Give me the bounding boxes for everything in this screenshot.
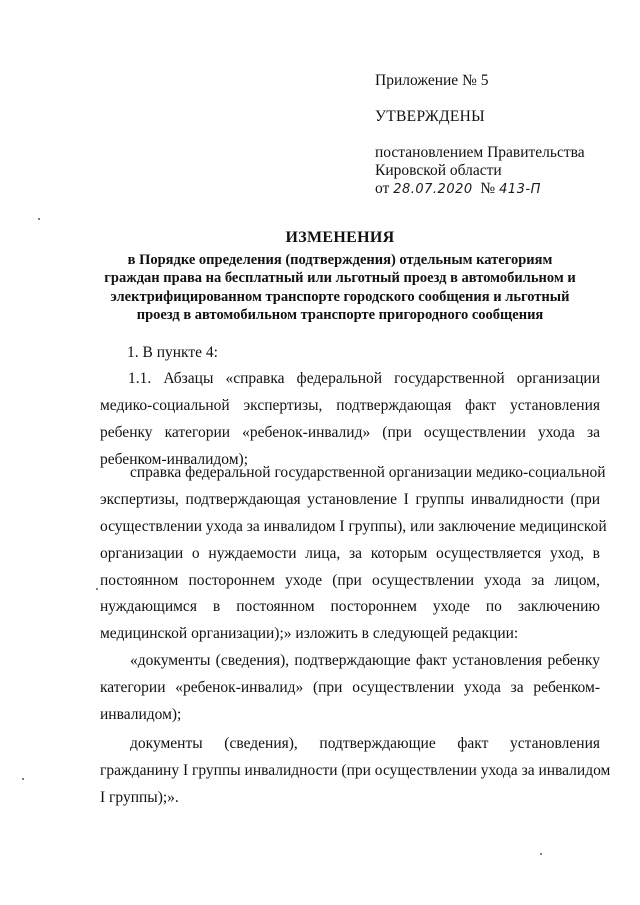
- text-line: осуществлении ухода за инвалидом I группы), или заключение медицинской: [100, 517, 607, 535]
- text-line: ребенком-инвалидом);: [100, 450, 249, 468]
- text-line: ребенку категории «ребенок-инвалид» (при осуществлении ухода за: [100, 423, 600, 441]
- text-line: медицинской организации);» изложить в следующей редакции:: [100, 625, 519, 643]
- paragraph-new-2: [100, 731, 611, 812]
- text-line: справка федеральной государственной организации медико-социальной: [130, 464, 606, 481]
- subtitle-line: в Порядке определения (подтверждения) отдельным категориям: [127, 252, 553, 268]
- text-line: категории «ребенок-инвалид» (при осуществлении ухода за ребенком-: [100, 678, 600, 696]
- appendix-number: Приложение № 5: [375, 72, 489, 89]
- scan-speck: [540, 853, 542, 855]
- document-title: ИЗМЕНЕНИЯ: [285, 229, 395, 246]
- paragraph-quoted-old: [100, 460, 607, 648]
- scan-speck: [38, 218, 40, 220]
- text-line: организации о нуждаемости лица, за которым осуществляется уход, в: [100, 544, 600, 562]
- text-line: медико-социальной экспертизы, подтверждающая факт установления: [100, 396, 600, 414]
- text-line: нуждающимся в постоянном постороннем уходе по заключению: [100, 598, 600, 616]
- decree-prefix: от: [375, 180, 390, 197]
- text-line: экспертизы, подтверждающая установление I группы инвалидности (при: [100, 490, 600, 508]
- text-line: I группы);».: [100, 788, 179, 806]
- text-line: постоянном постороннем уходе (при осуществлении ухода за лицом,: [100, 571, 600, 589]
- issuer-line-2: Кировской области: [375, 162, 502, 179]
- decree-date: 28.07.2020: [393, 182, 473, 197]
- subtitle-line: граждан права на бесплатный или льготный проезд в автомобильном и: [104, 270, 576, 287]
- decree-number: 413-П: [499, 182, 541, 197]
- subtitle-line: проезд в автомобильном транспорте пригородного сообщения: [136, 307, 544, 324]
- scan-speck: [22, 778, 24, 780]
- paragraph-new-1: [100, 648, 600, 729]
- text-line: инвалидом);: [100, 705, 182, 723]
- text-line: «документы (сведения), подтверждающие факт установления ребенку: [130, 652, 600, 669]
- document-subtitle: [62, 251, 618, 325]
- item-1-heading: 1. В пункте 4:: [127, 344, 218, 361]
- text-line: 1.1. Абзацы «справка федеральной государственной организации: [128, 370, 600, 387]
- paragraph-1-1: [100, 366, 600, 474]
- issuer-line-1: постановлением Правительства: [375, 144, 585, 161]
- scan-speck: [96, 588, 98, 590]
- text-line: гражданину I группы инвалидности (при осуществлении ухода за инвалидом: [100, 761, 611, 779]
- approved-label: УТВЕРЖДЕНЫ: [375, 108, 485, 125]
- text-line: документы (сведения), подтверждающие факт установления: [130, 735, 600, 752]
- subtitle-line: электрифицированном транспорте городского сообщения и льготный: [110, 288, 570, 305]
- decree-line: [375, 180, 541, 198]
- decree-number-sign: №: [480, 180, 496, 197]
